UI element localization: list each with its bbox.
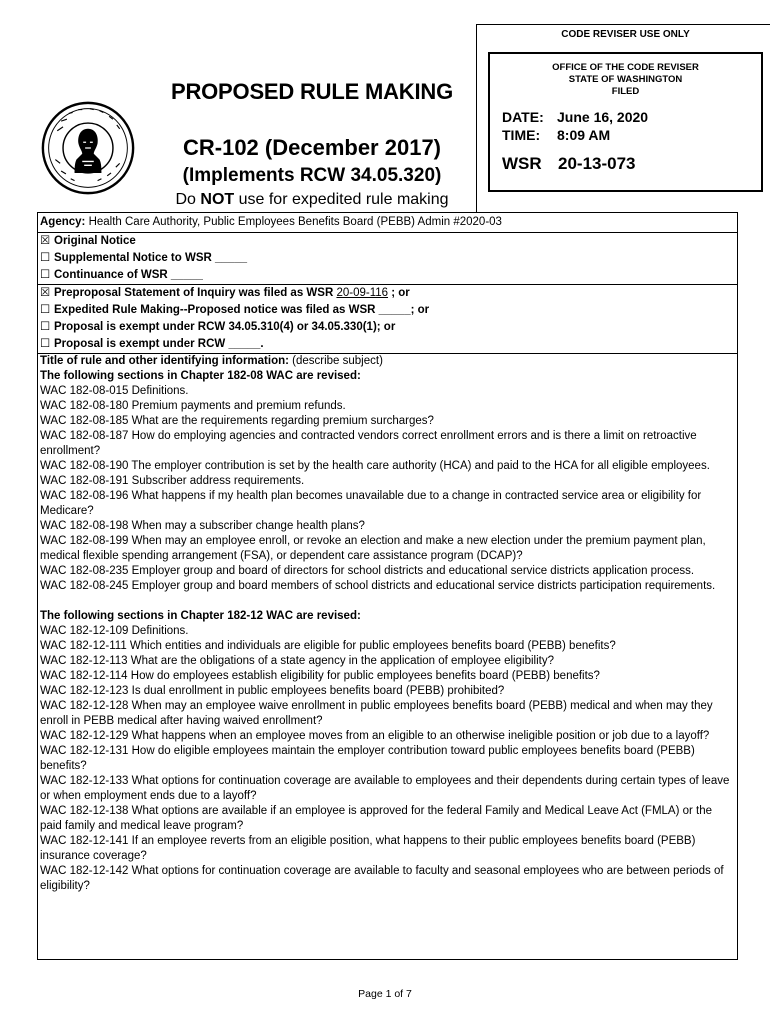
form-body [37,212,738,960]
wac-section-item: WAC 182-08-235 Employer group and board of directors for school districts and educational service districts application process. [40,565,695,577]
checked-box-icon[interactable]: ☒ [40,287,51,299]
washington-state-seal-icon [40,100,136,196]
wac-section-item: WAC 182-12-109 Definitions. [40,625,189,637]
wac-section-item: WAC 182-12-131 How do eligible employees maintain the employer contribution toward public employees benefits board (PEBB) benefits? [40,745,695,772]
checked-box-icon[interactable]: ☒ [40,235,51,247]
wac-section-item: WAC 182-12-133 What options for continuation coverage are available to employees and their dependents during certain types of leave or when employment ends due to a layoff? [40,775,730,802]
wac-section-item: WAC 182-08-245 Employer group and board members of school districts and educational service districts participation requirements. [40,580,716,592]
wsr-number: WSR 20-13-073 [502,154,636,173]
group2-list [40,624,735,894]
notice-section [38,233,737,285]
checkbox-icon[interactable]: ☐ [40,338,51,350]
group2-heading: The following sections in Chapter 182-12 WAC are revised: [40,610,361,622]
wac-section-item: WAC 182-08-198 When may a subscriber change health plans? [40,520,365,532]
notice-option-continuance[interactable]: ☐ Continuance of WSR _____ [40,269,203,281]
checkbox-icon[interactable]: ☐ [40,321,51,333]
title-label: Title of rule and other identifying information: (describe subject) [40,355,383,367]
filed-date: DATE: June 16, 2020 [502,109,649,125]
form-header [37,24,738,212]
page-number: Page 1 of 7 [358,988,412,1000]
office-line-3: FILED [611,86,640,97]
expedited-option[interactable]: ☐ Expedited Rule Making--Proposed notice was filed as WSR _____; or [40,304,430,316]
wac-section-item: WAC 182-12-129 What happens when an employee moves from an eligible to an otherwise ineligible position or job due to a layoff? [40,730,710,742]
implements-rcw: (Implements RCW 34.05.320) [182,165,442,186]
code-reviser-box [476,24,770,212]
notice-option-supplemental[interactable]: ☐ Supplemental Notice to WSR _____ [40,252,247,264]
expedited-note: Do NOT use for expedited rule making [175,191,449,208]
wac-section-item: WAC 182-12-123 Is dual enrollment in public employees benefits board (PEBB) prohibited? [40,685,505,697]
title-section [38,354,737,894]
preproposal-section [38,285,737,354]
notice-option-original[interactable]: ☒ Original Notice [40,235,136,247]
wac-section-item: WAC 182-08-015 Definitions. [40,385,189,397]
wac-section-item: WAC 182-12-138 What options are available if an employee is approved for the federal Family and Medical Leave Act (FMLA) or the paid family and medical leave program? [40,805,713,832]
wac-section-item: WAC 182-08-190 The employer contribution is set by the health care authority (HCA) and paid to the HCA for all eligible employees. [40,460,710,472]
exempt-option-1[interactable]: ☐ Proposal is exempt under RCW 34.05.310(4) or 34.05.330(1); or [40,321,396,333]
office-line-2: STATE OF WASHINGTON [568,74,683,85]
wac-section-item: WAC 182-08-180 Premium payments and premium refunds. [40,400,346,412]
agency-row: Agency: Health Care Authority, Public Employees Benefits Board (PEBB) Admin #2020-03 [38,213,737,233]
exempt-option-2[interactable]: ☐ Proposal is exempt under RCW _____. [40,338,264,350]
preproposal-option[interactable]: ☒ Preproposal Statement of Inquiry was filed as WSR 20-09-116 ; or [40,287,410,299]
checkbox-icon[interactable]: ☐ [40,269,51,281]
wac-section-item: WAC 182-08-199 When may an employee enroll, or revoke an election and make a new election under the premium payment plan, medical flexible spending arrangement (FSA), or dependent care assistance program (DCAP)? [40,535,706,562]
form-title: PROPOSED RULE MAKING [170,79,454,104]
wac-section-item: WAC 182-08-191 Subscriber address requirements. [40,475,305,487]
office-line-1: OFFICE OF THE CODE REVISER [552,62,699,73]
group1-list [40,384,735,594]
form-id: CR-102 (December 2017) [182,135,442,160]
title-block [137,54,487,209]
filed-time: TIME: 8:09 AM [502,127,611,143]
filed-stamp [488,52,763,192]
wac-section-item: WAC 182-08-187 How do employing agencies and contracted vendors correct enrollment errors and is there a limit on retroactive enrollment? [40,430,697,457]
wac-section-item: WAC 182-12-111 Which entities and individuals are eligible for public employees benefits board (PEBB) benefits? [40,640,616,652]
wac-section-item: WAC 182-08-185 What are the requirements regarding premium surcharges? [40,415,434,427]
checkbox-icon[interactable]: ☐ [40,252,51,264]
wac-section-item: WAC 182-12-141 If an employee reverts from an eligible position, what happens to their public employees benefits board (PEBB) insurance coverage? [40,835,696,862]
wac-section-item: WAC 182-12-128 When may an employee waive enrollment in public employees benefits board (PEBB) medical and when may they enroll in PEBB medical after having waived enrollment? [40,700,713,727]
wac-section-item: WAC 182-12-113 What are the obligations of a state agency in the application of employee eligibility? [40,655,554,667]
wac-section-item: WAC 182-08-196 What happens if my health plan becomes unavailable due to a change in contracted service area or eligibility for Medicare? [40,490,702,517]
code-reviser-heading: CODE REVISER USE ONLY [561,29,690,40]
wsr-link[interactable]: 20-09-116 [336,287,389,299]
group1-heading: The following sections in Chapter 182-08 WAC are revised: [40,370,361,382]
wac-section-item: WAC 182-12-142 What options for continuation coverage are available to faculty and seasonal employees who are between periods of eligibility? [40,865,724,892]
checkbox-icon[interactable]: ☐ [40,304,51,316]
wac-section-item: WAC 182-12-114 How do employees establish eligibility for public employees benefits board (PEBB) benefits? [40,670,600,682]
